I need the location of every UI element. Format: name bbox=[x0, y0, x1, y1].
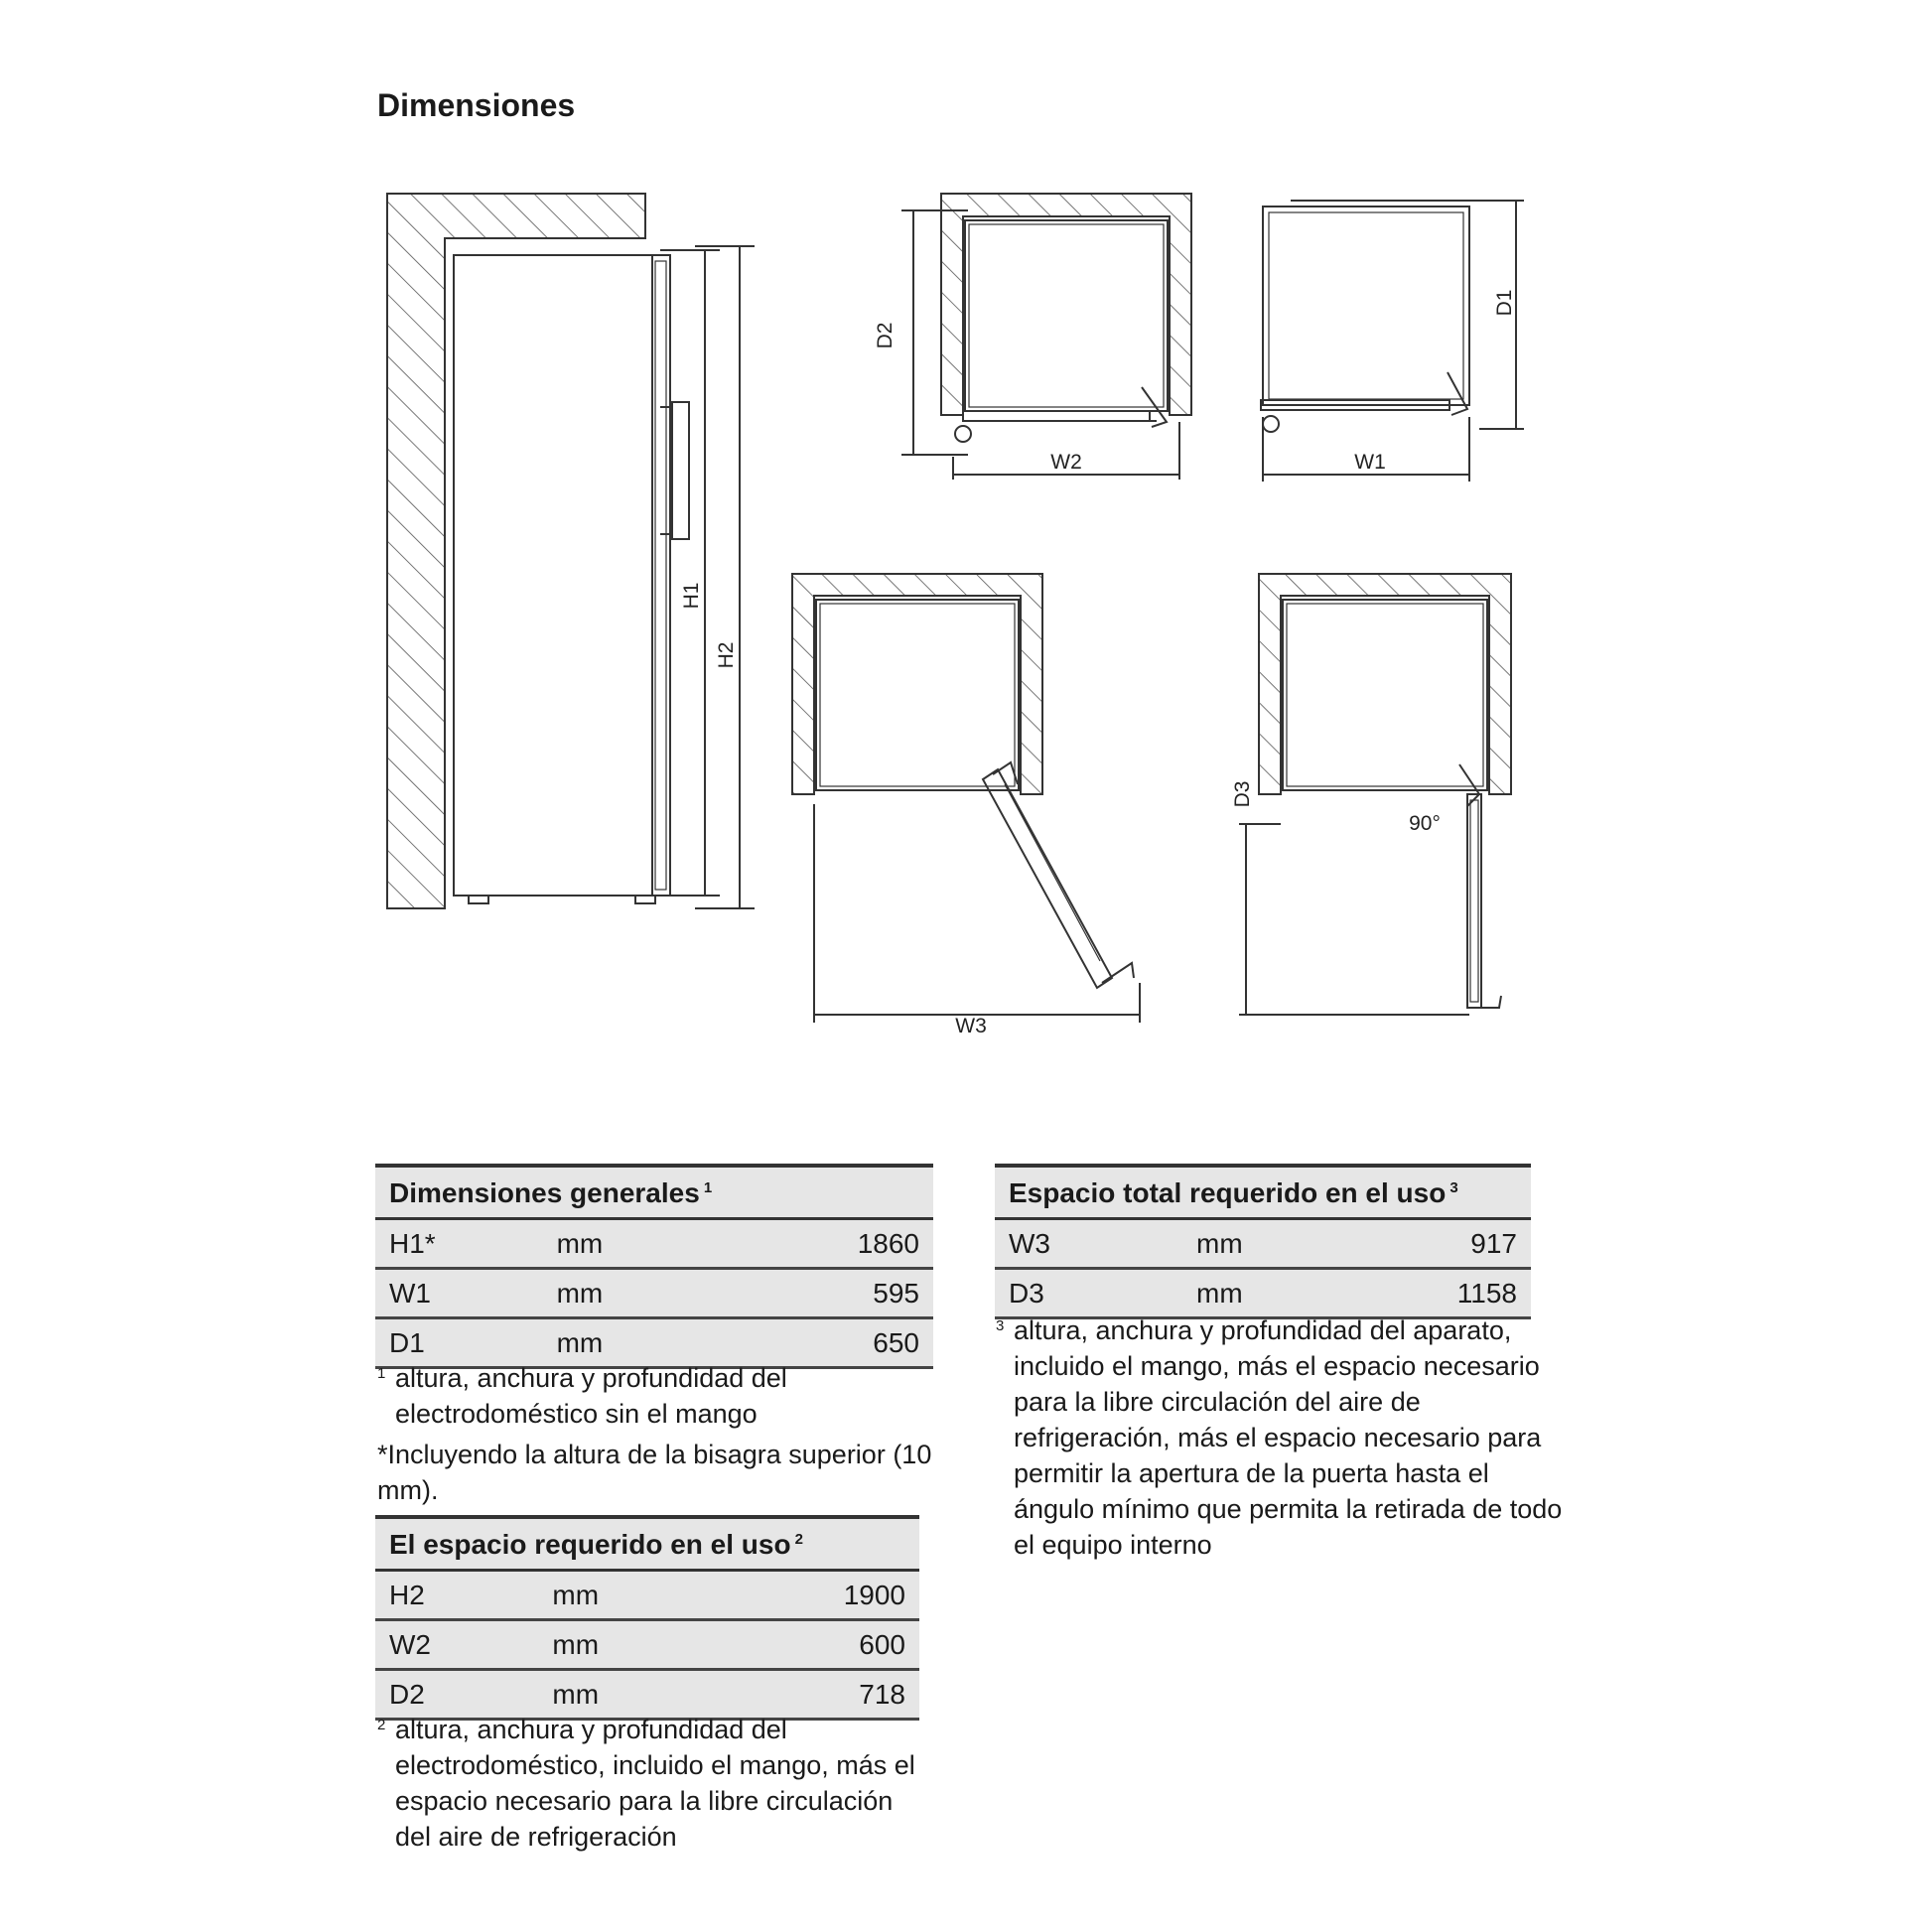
required-space-table bbox=[375, 1515, 919, 1721]
w3-label: W3 bbox=[955, 1015, 987, 1037]
w2-label: W2 bbox=[1050, 451, 1082, 474]
table-row: D1 mm 650 bbox=[375, 1318, 933, 1368]
h2-label: H2 bbox=[715, 641, 738, 669]
footnote-2: 2 altura, anchura y profundidad del electrodoméstico, incluido el mango, más el espacio necesario para la libre circulación del aire de refrigeración bbox=[377, 1715, 915, 1852]
table-row: D3 mm 1158 bbox=[995, 1269, 1531, 1318]
d3-label: D3 bbox=[1231, 780, 1254, 808]
w1-label: W1 bbox=[1354, 451, 1386, 474]
table-row: W3 mm 917 bbox=[995, 1219, 1531, 1269]
top-view-w3-door-open bbox=[792, 574, 1140, 1023]
required-space-title: El espacio requerido en el uso $^2$ bbox=[375, 1517, 919, 1571]
top-view-d1-w1 bbox=[1261, 201, 1524, 482]
top-view-d3-door-90 bbox=[1239, 574, 1511, 1015]
general-dimensions-title: Dimensiones generales $^1$ bbox=[375, 1166, 933, 1219]
side-view-diagram bbox=[387, 194, 755, 908]
d2-label: D2 bbox=[874, 322, 897, 349]
table-row: D2 mm 718 bbox=[375, 1670, 919, 1720]
total-space-title: Espacio total requerido en el uso $^3$ bbox=[995, 1166, 1531, 1219]
total-space-table bbox=[995, 1164, 1531, 1319]
table-row: H2 mm 1900 bbox=[375, 1571, 919, 1620]
table-row: H1* mm 1860 bbox=[375, 1219, 933, 1269]
top-view-d2-w2 bbox=[901, 194, 1191, 480]
h1-label: H1 bbox=[680, 582, 703, 610]
footnote-3: 3 altura, anchura y profundidad del aparato, incluido el mango, más el espacio necesario para la libre circulación del aire de refrigeración, más el espacio necesario para permitir la apertura de la puerta hasta el ángulo mínimo que permita la retirada de todo el equipo interno bbox=[996, 1315, 1563, 1560]
footnote-star: *Incluyendo la altura de la bisagra superior (10 mm). bbox=[377, 1440, 932, 1505]
page-title: Dimensiones bbox=[377, 87, 576, 123]
d1-label: D1 bbox=[1493, 289, 1516, 317]
footnote-1: 1 altura, anchura y profundidad del electrodoméstico sin el mango bbox=[377, 1363, 787, 1429]
table-row: W2 mm 600 bbox=[375, 1620, 919, 1670]
angle-label: 90° bbox=[1409, 812, 1441, 835]
table-row: W1 mm 595 bbox=[375, 1269, 933, 1318]
general-dimensions-table bbox=[375, 1164, 933, 1369]
